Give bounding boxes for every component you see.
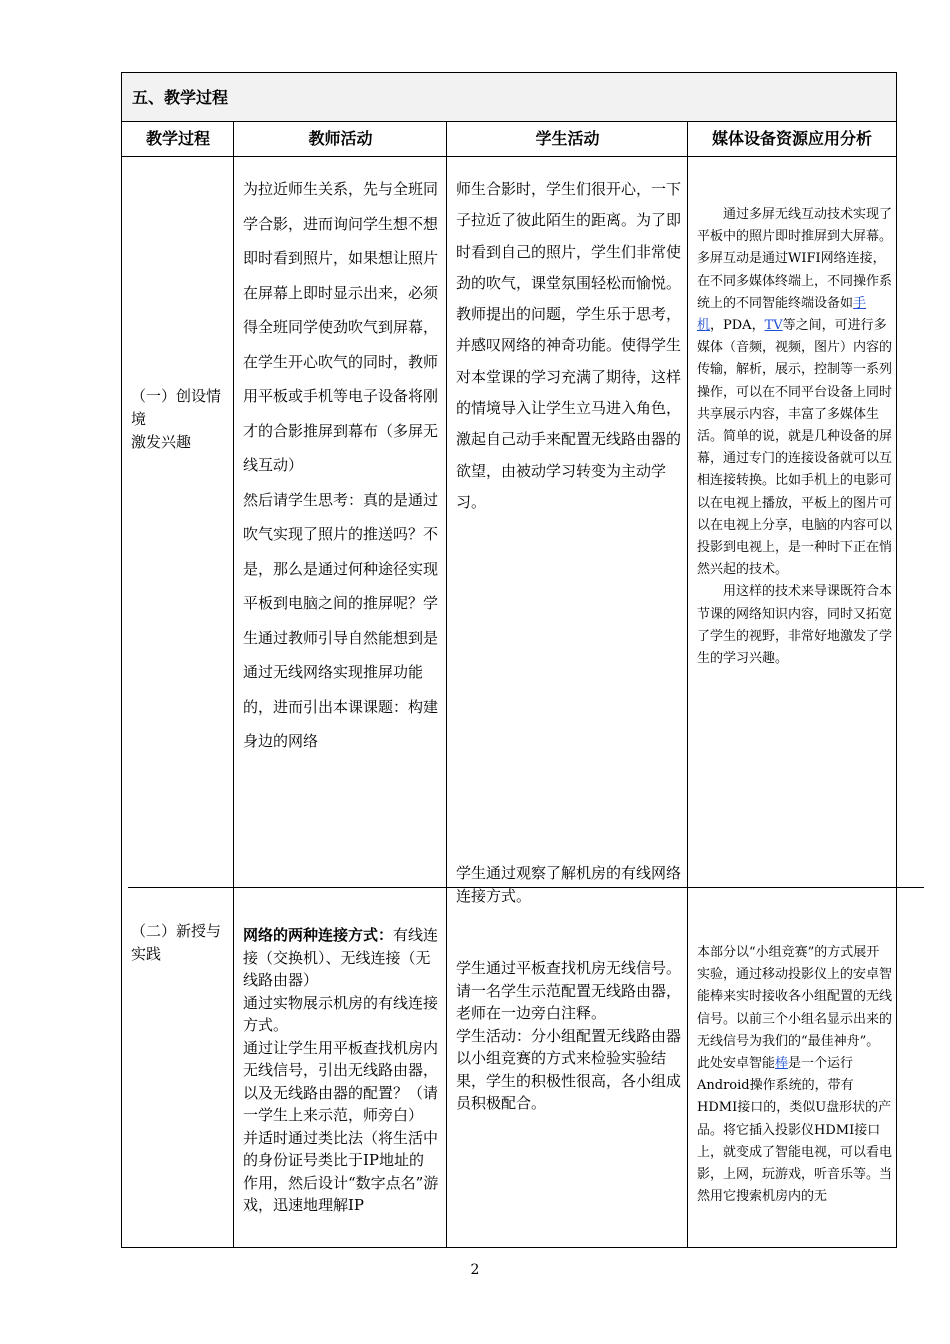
row2-media-paragraph-2: 此处安卓智能棒是一个运行Android操作系统的，带有HDMI接口的，类似U盘形状的产品。将它插入投影仪HDMI接口上，就变成了智能电视，可以看电影，上网，玩游戏，听音乐等。当然用它搜索机房内的无 [697,1056,893,1205]
connection-types-heading: 网络的两种连接方式： [243,926,394,944]
row2-teacher-activity: 网络的两种连接方式：有线连接（交换机）、无线连接（无线路由器） 通过实物展示机房的有线连接方式。 通过让学生用平板查找机房内无线信号，引出无线路由器，以及无线路由器的配置？（请一学生上来示范，师旁白） 并适时通过类比法（将生活中的身份证号类比于IP地址的作用，然后设计“数字点名”游戏，迅速地理解IP [243,926,439,1214]
column-divider [446,122,447,1247]
row1-media-paragraph-2: 用这样的技术来导课既符合本节课的网络知识内容，同时又拓宽了学生的视野，非常好地激发了学生的学习兴趣。 [697,584,893,667]
row2-media-analysis [697,942,892,1208]
row2-student-activity: 学生通过平板查找机房无线信号。 请一名学生示范配置无线路由器，老师在一边旁白注释。 学生活动：分小组配置无线路由器 以小组竞赛的方式来检验实验结果，学生的积极性很高，各小组成员积极配合。 [456,959,682,1112]
row1-media-analysis [697,204,892,670]
header-teacher-activity: 教师活动 [234,122,447,157]
page-number: 2 [470,1262,480,1278]
tv-link[interactable]: TV [764,318,783,334]
smart-stick-link[interactable]: 棒 [775,1056,789,1072]
column-divider [687,122,688,1247]
header-student-activity: 学生活动 [447,122,688,157]
phone-link[interactable]: 手机 [697,295,867,334]
row1-student-activity: 师生合影时，学生们很开心，一下子拉近了彼此陌生的距离。为了即时看到自己的照片，学生们非常使劲的吹气，课堂氛围轻松而愉悦。 教师提出的问题，学生乐于思考，并感叹网络的神奇功能。使得学生对本堂课的学习充满了期待，这样的情境导入让学生立马进入角色，激起自己动手来配置无线路由器的欲望，由被动学习转变为主动学习。 [456,180,682,511]
stage-1-label: （一）创设情境 激发兴趣 [131,387,222,451]
row1-media-paragraph-1: 通过多屏无线互动技术实现了平板中的照片即时推屏到大屏幕。多屏互动是通过WIFI网络连接，在不同多媒体终端上，不同操作系统上的不同智能终端设备如手机，PDA，TV等之间，可进行多媒体（音频，视频，图片）内容的传输，解析，展示，控制等一系列操作，可以在不同平台设备上同时共享展示内容，丰富了多媒体生活。简单的说，就是几种设备的屏幕，通过专门的连接设备就可以互相连接转换。比如手机上的电影可以在电视上播放，平板上的图片可以在电视上分享，电脑的内容可以投影到电视上，是一种时下正在悄然兴起的技术。 [697,207,893,578]
column-divider [233,122,234,1247]
row1-teacher-activity: 为拉近师生关系，先与全班同学合影，进而询问学生想不想即时看到照片，如果想让照片在屏幕上即时显示出来，必须得全班同学使劲吹气到屏幕，在学生开心吹气的同时，教师用平板或手机等电子设备将刚才的合影推屏到幕布（多屏无线互动） 然后请学生思考：真的是通过吹气实现了照片的推送吗？不是，那么是通过何种途径实现平板到电脑之间的推屏呢？学生通过教师引导自然能想到是通过无线网络实现推屏功能的，进而引出本课课题：构建身边的网络 [243,180,439,750]
row2-student-observation: 学生通过观察了解机房的有线网络连接方式。 [456,864,682,905]
header-stage: 教学过程 [122,122,234,157]
section-title: 五、教学过程 [122,73,896,122]
teaching-process-table [121,72,897,1248]
stage-2-label: （二）新授与实践 [131,922,222,963]
header-media-analysis: 媒体设备资源应用分析 [688,122,896,157]
row2-media-paragraph-1: 本部分以“小组竞赛”的方式展开实验，通过移动投影仪上的安卓智能棒来实时接收各小组配置的无线信号。以前三个小组名显示出来的无线信号为我们的“最佳神舟”。 [697,945,893,1049]
